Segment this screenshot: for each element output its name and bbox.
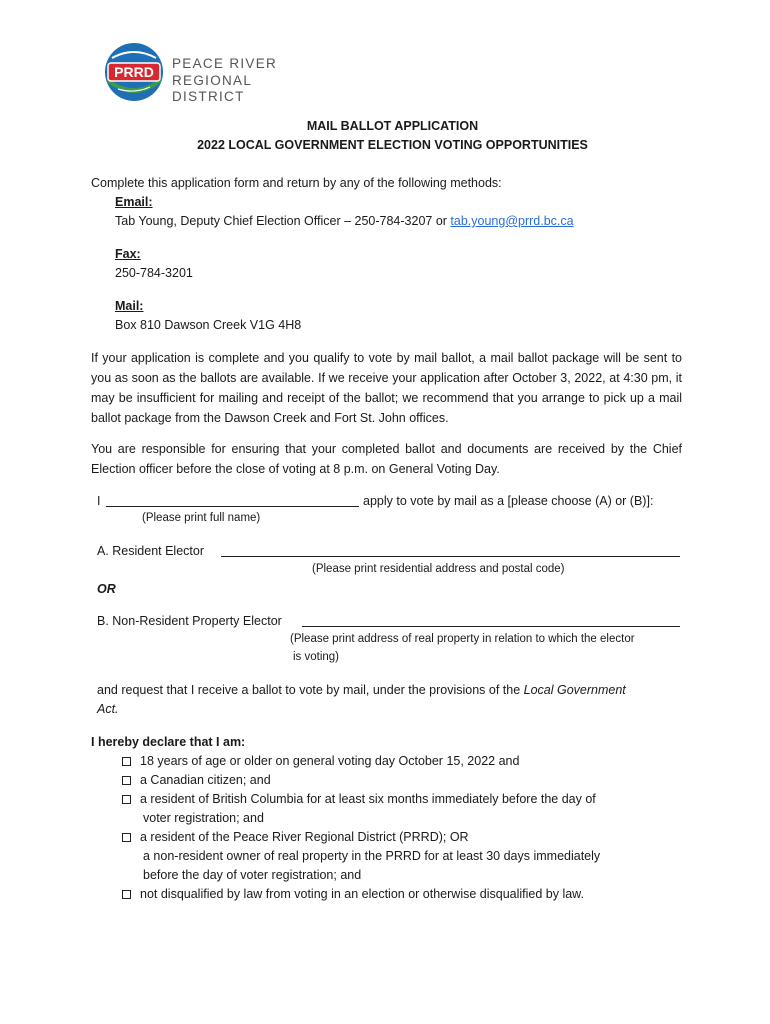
declaration-item-continuation: voter registration; and xyxy=(143,811,264,825)
logo-name-line1: PEACE RIVER xyxy=(172,56,278,71)
email-contact-text: Tab Young, Deputy Chief Election Officer – 250-784-3207 or xyxy=(115,214,451,228)
declaration-item xyxy=(122,885,584,904)
residential-address-hint: (Please print residential address and postal code) xyxy=(312,563,565,575)
logo-badge-text: PRRD xyxy=(114,64,154,80)
full-name-field[interactable] xyxy=(106,506,359,507)
fax-label: Fax: xyxy=(115,247,141,261)
checkbox-not-disqualified[interactable] xyxy=(122,890,131,899)
request-text: and request that I receive a ballot to vote by mail, under the provisions of the xyxy=(97,683,524,697)
intro-text: Complete this application form and return by any of the following methods: xyxy=(91,176,502,190)
declaration-item-continuation: a non-resident owner of real property in the PRRD for at least 30 days immediately xyxy=(143,849,601,863)
or-separator: OR xyxy=(97,582,116,596)
prrd-badge-icon xyxy=(104,42,164,102)
act-name-part2: Act. xyxy=(97,702,119,716)
declaration-item xyxy=(122,828,469,847)
checkbox-bc-resident[interactable] xyxy=(122,795,131,804)
mail-label: Mail: xyxy=(115,299,144,313)
property-address-hint-line1: (Please print address of real property in relation to which the elector xyxy=(290,633,635,645)
email-link[interactable]: tab.young@prrd.bc.ca xyxy=(450,214,574,228)
application-info-paragraph: If your application is complete and you qualify to vote by mail ballot, a mail ballot package will be sent to you as soon as the ballots are available. If we receive your application after October 3, 2022, at 4:30 pm, it may be insufficient for mailing and receipt of the ballot; we recommend that you arrange to pick up a mail ballot package from the Dawson Creek and Fort St. John offices. xyxy=(91,351,682,425)
declaration-item xyxy=(122,752,519,771)
residential-address-field[interactable] xyxy=(221,556,680,557)
option-a-label[interactable]: A. Resident Elector xyxy=(97,544,204,558)
act-name-part1: Local Government xyxy=(523,683,626,697)
fax-number: 250-784-3201 xyxy=(115,266,193,280)
email-line xyxy=(115,212,574,231)
declaration-item-text: 18 years of age or older on general voting day October 15, 2022 and xyxy=(140,754,520,768)
request-line1 xyxy=(97,681,626,700)
checkbox-citizen[interactable] xyxy=(122,776,131,785)
property-address-hint-line2: is voting) xyxy=(293,651,340,663)
property-address-field[interactable] xyxy=(302,626,680,627)
applicant-suffix: apply to vote by mail as a [please choose (A) or (B)]: xyxy=(363,494,654,508)
full-name-hint: (Please print full name) xyxy=(142,512,261,524)
declaration-item-text: a resident of British Columbia for at least six months immediately before the day of xyxy=(140,792,596,806)
checkbox-prrd-resident[interactable] xyxy=(122,833,131,842)
declaration-item-text: a resident of the Peace River Regional District (PRRD); OR xyxy=(140,830,469,844)
responsibility-paragraph: You are responsible for ensuring that your completed ballot and documents are received by the Chief Election officer before the close of voting at 8 p.m. on General Voting Day. xyxy=(91,442,682,476)
declaration-item xyxy=(122,771,271,790)
form-subtitle: 2022 LOCAL GOVERNMENT ELECTION VOTING OPPORTUNITIES xyxy=(197,138,588,152)
declaration-item xyxy=(122,790,596,809)
mail-address: Box 810 Dawson Creek V1G 4H8 xyxy=(115,318,302,332)
declaration-item-text: a Canadian citizen; and xyxy=(140,773,271,787)
declaration-heading: I hereby declare that I am: xyxy=(91,735,246,749)
declaration-item-text: not disqualified by law from voting in an election or otherwise disqualified by law. xyxy=(140,887,584,901)
logo-name-line2: REGIONAL DISTRICT xyxy=(172,73,252,104)
option-b-label[interactable]: B. Non-Resident Property Elector xyxy=(97,614,282,628)
declaration-item-continuation: before the day of voter registration; and xyxy=(143,868,362,882)
form-title: MAIL BALLOT APPLICATION xyxy=(306,119,479,133)
email-label: Email: xyxy=(115,195,153,209)
applicant-prefix: I xyxy=(97,494,101,508)
prrd-logo xyxy=(104,44,304,104)
checkbox-age[interactable] xyxy=(122,757,131,766)
